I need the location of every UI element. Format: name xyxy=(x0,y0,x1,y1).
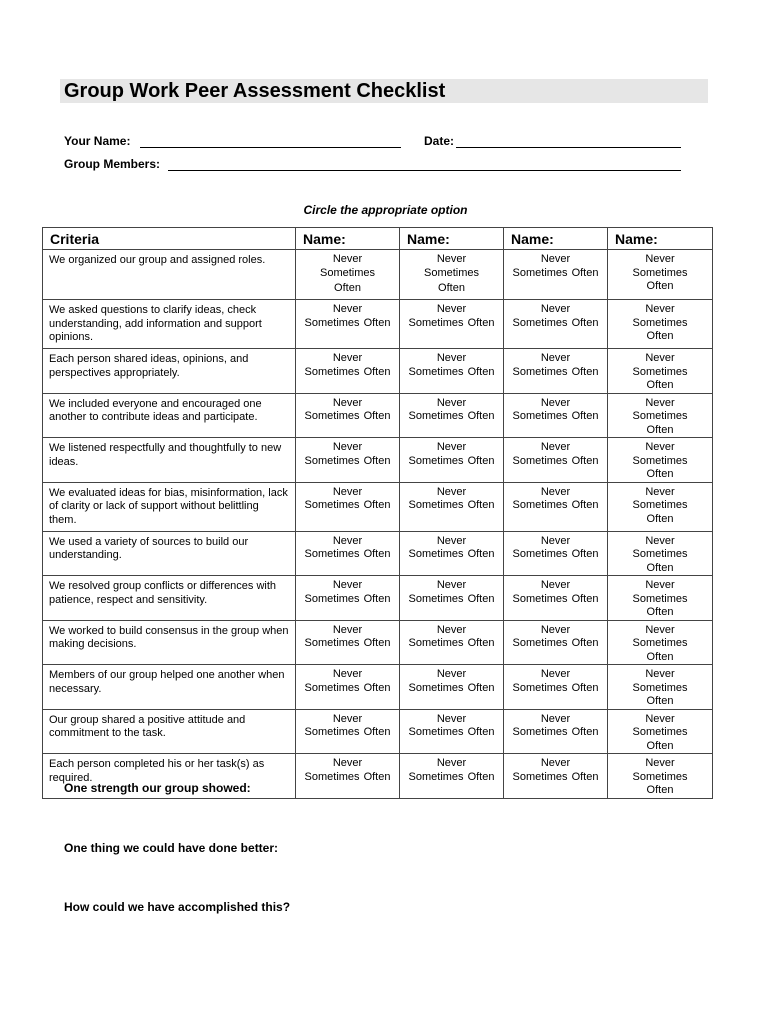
table-row xyxy=(43,250,713,300)
option-often[interactable]: Often xyxy=(646,330,674,342)
rating-cell xyxy=(608,620,713,665)
option-often[interactable]: Often xyxy=(467,637,495,649)
option-sometimes[interactable]: Sometimes xyxy=(304,637,360,649)
rating-cell xyxy=(504,754,608,799)
option-line xyxy=(504,637,607,651)
option-sometimes[interactable]: Sometimes xyxy=(408,316,464,329)
option-never[interactable]: Never xyxy=(540,441,571,453)
option-often[interactable]: Often xyxy=(363,454,391,467)
option-sometimes[interactable]: Sometimes xyxy=(632,365,688,378)
option-line xyxy=(400,455,503,469)
table-row xyxy=(43,531,713,576)
option-line xyxy=(296,637,399,651)
date-field[interactable] xyxy=(456,147,681,148)
option-sometimes[interactable]: Sometimes xyxy=(408,726,464,738)
option-sometimes[interactable]: Sometimes xyxy=(512,637,568,649)
rating-cell xyxy=(296,300,400,349)
rating-cell xyxy=(400,250,504,300)
option-sometimes[interactable]: Sometimes xyxy=(632,454,688,467)
rating-cell xyxy=(296,665,400,710)
option-sometimes[interactable]: Sometimes xyxy=(304,770,360,783)
option-sometimes[interactable]: Sometimes xyxy=(304,548,360,560)
rating-cell xyxy=(296,576,400,621)
option-never[interactable]: Never xyxy=(436,668,467,680)
rating-cell xyxy=(504,393,608,438)
option-often[interactable]: Often xyxy=(363,548,391,560)
rating-cell xyxy=(400,665,504,710)
option-often[interactable]: Often xyxy=(571,316,599,329)
rating-cell xyxy=(608,349,713,394)
option-often[interactable]: Often xyxy=(571,681,599,694)
rating-cell xyxy=(296,438,400,483)
option-never[interactable]: Never xyxy=(332,441,363,453)
option-often[interactable]: Often xyxy=(571,770,599,783)
option-line xyxy=(296,455,399,469)
rating-cell xyxy=(504,438,608,483)
criteria-cell: We worked to build consensus in the group when making decisions. xyxy=(43,620,296,665)
option-line xyxy=(504,593,607,607)
criteria-cell: We evaluated ideas for bias, misinformation, lack of clarity or lack of support without belittling them. xyxy=(43,482,296,531)
option-never[interactable]: Never xyxy=(540,668,571,680)
criteria-cell: We listened respectfully and thoughtfully to new ideas. xyxy=(43,438,296,483)
rating-cell xyxy=(296,250,400,300)
option-never[interactable]: Never xyxy=(332,712,363,725)
rating-cell xyxy=(296,393,400,438)
option-line xyxy=(504,410,607,424)
rating-cell xyxy=(608,665,713,710)
option-line xyxy=(400,771,503,785)
option-line xyxy=(504,366,607,380)
instruction-text: Circle the appropriate option xyxy=(303,203,468,217)
option-often[interactable]: Often xyxy=(363,316,391,329)
rating-cell xyxy=(400,349,504,394)
rating-cell xyxy=(504,300,608,349)
option-sometimes[interactable]: Sometimes xyxy=(632,410,688,422)
option-line xyxy=(296,366,399,380)
option-sometimes[interactable]: Sometimes xyxy=(512,266,568,279)
rating-cell xyxy=(400,576,504,621)
option-sometimes[interactable]: Sometimes xyxy=(512,592,568,605)
option-line xyxy=(504,771,607,785)
option-never[interactable]: Never xyxy=(332,757,363,769)
group-members-label: Group Members: xyxy=(64,157,161,171)
option-sometimes[interactable]: Sometimes xyxy=(512,548,568,560)
option-often[interactable]: Often xyxy=(467,499,495,511)
criteria-cell: We organized our group and assigned roles. xyxy=(43,250,296,300)
option-line xyxy=(296,548,399,562)
option-line xyxy=(296,771,399,785)
rating-cell xyxy=(504,709,608,754)
table-row xyxy=(43,665,713,710)
option-sometimes[interactable]: Sometimes xyxy=(632,266,688,279)
option-never[interactable]: Never xyxy=(332,253,363,265)
option-often[interactable]: Often xyxy=(571,454,599,467)
option-line xyxy=(504,548,607,562)
option-line xyxy=(400,410,503,424)
rating-cell xyxy=(608,250,713,300)
option-line xyxy=(504,726,607,740)
option-sometimes[interactable]: Sometimes xyxy=(512,365,568,378)
option-line xyxy=(504,267,607,281)
option-sometimes[interactable]: Sometimes xyxy=(304,365,360,378)
option-never[interactable]: Never xyxy=(645,712,675,725)
option-often[interactable]: Often xyxy=(467,726,495,738)
option-line xyxy=(400,317,503,331)
option-often[interactable]: Often xyxy=(467,410,495,422)
option-often[interactable]: Often xyxy=(571,726,599,738)
option-often[interactable]: Often xyxy=(467,454,495,467)
option-often[interactable]: Often xyxy=(363,499,391,511)
option-often[interactable]: Often xyxy=(467,770,495,783)
option-sometimes[interactable]: Sometimes xyxy=(512,770,568,783)
rating-cell xyxy=(504,349,608,394)
improvement-question: One thing we could have done better: xyxy=(64,841,279,855)
option-often[interactable]: Often xyxy=(646,468,674,480)
option-often[interactable]: Often xyxy=(363,726,391,738)
criteria-cell: We asked questions to clarify ideas, check understanding, add information and support opinions. xyxy=(43,300,296,349)
date-label: Date: xyxy=(424,134,455,148)
option-sometimes[interactable]: Sometimes xyxy=(408,454,464,467)
option-often[interactable]: Often xyxy=(467,365,495,378)
criteria-cell: Each person completed his or her task(s) as required. xyxy=(43,754,296,799)
option-often[interactable]: Often xyxy=(646,423,674,436)
option-never[interactable]: Never xyxy=(436,253,467,265)
option-never[interactable]: Never xyxy=(645,757,675,769)
criteria-cell: We resolved group conflicts or differences with patience, respect and sensitivity. xyxy=(43,576,296,621)
option-often[interactable]: Often xyxy=(467,316,495,329)
option-line xyxy=(296,317,399,331)
option-never[interactable]: Never xyxy=(436,303,467,315)
table-row xyxy=(43,709,713,754)
option-never[interactable]: Never xyxy=(645,352,675,364)
option-sometimes[interactable]: Sometimes xyxy=(632,637,688,649)
option-sometimes[interactable]: Sometimes xyxy=(632,681,688,694)
option-sometimes[interactable]: Sometimes xyxy=(304,454,360,467)
option-often[interactable]: Often xyxy=(363,770,391,783)
option-line xyxy=(504,499,607,513)
table-row xyxy=(43,438,713,483)
option-sometimes[interactable]: Sometimes xyxy=(408,637,464,649)
option-often[interactable]: Often xyxy=(646,784,674,796)
rating-cell xyxy=(504,576,608,621)
option-sometimes[interactable]: Sometimes xyxy=(512,316,568,329)
option-never[interactable]: Never xyxy=(645,485,675,498)
option-line xyxy=(400,548,503,562)
rating-cell xyxy=(400,393,504,438)
option-sometimes[interactable]: Sometimes xyxy=(304,592,360,605)
option-sometimes[interactable]: Sometimes xyxy=(304,316,360,329)
option-often[interactable]: Often xyxy=(571,548,599,560)
option-line xyxy=(296,593,399,607)
table-row xyxy=(43,393,713,438)
table-row xyxy=(43,620,713,665)
option-never[interactable]: Never xyxy=(645,303,675,315)
option-never[interactable]: Never xyxy=(436,441,467,453)
option-never[interactable]: Never xyxy=(540,303,571,315)
title-bar xyxy=(60,79,708,103)
option-line xyxy=(400,637,503,651)
option-never[interactable]: Never xyxy=(540,534,571,547)
option-sometimes[interactable]: Sometimes xyxy=(304,410,360,422)
rating-cell xyxy=(608,438,713,483)
option-often[interactable]: Often xyxy=(571,410,599,422)
rating-cell xyxy=(608,300,713,349)
rating-cell xyxy=(608,709,713,754)
criteria-cell: We included everyone and encouraged one another to contribute ideas and participate. xyxy=(43,393,296,438)
option-never[interactable]: Never xyxy=(332,303,363,315)
option-never[interactable]: Never xyxy=(645,253,675,265)
option-sometimes[interactable]: Sometimes xyxy=(512,410,568,422)
option-sometimes[interactable]: Sometimes xyxy=(512,454,568,467)
option-never[interactable]: Never xyxy=(436,712,467,725)
rating-cell xyxy=(608,754,713,799)
option-sometimes[interactable]: Sometimes xyxy=(408,499,464,511)
option-sometimes[interactable]: Sometimes xyxy=(632,726,688,738)
option-sometimes[interactable]: Sometimes xyxy=(632,548,688,560)
option-never[interactable]: Never xyxy=(436,623,467,636)
rating-cell xyxy=(400,754,504,799)
option-often[interactable]: Often xyxy=(571,499,599,511)
table-row xyxy=(43,300,713,349)
option-never[interactable]: Never xyxy=(645,534,675,547)
column-header-criteria: Criteria xyxy=(43,228,296,250)
option-sometimes[interactable]: Sometimes xyxy=(632,592,688,605)
option-sometimes[interactable]: Sometimes xyxy=(408,592,464,605)
option-line xyxy=(400,593,503,607)
option-often[interactable]: Often xyxy=(334,282,361,294)
option-sometimes[interactable]: Sometimes xyxy=(632,316,688,329)
option-line xyxy=(504,682,607,696)
option-often[interactable]: Often xyxy=(467,548,495,560)
option-line xyxy=(296,499,399,513)
option-never[interactable]: Never xyxy=(332,396,363,409)
option-sometimes[interactable]: Sometimes xyxy=(408,365,464,378)
option-line xyxy=(400,366,503,380)
rating-cell xyxy=(504,620,608,665)
option-never[interactable]: Never xyxy=(540,253,571,265)
option-line xyxy=(296,726,399,740)
option-never[interactable]: Never xyxy=(332,623,363,636)
accomplish-question: How could we have accomplished this? xyxy=(64,900,291,914)
option-never[interactable]: Never xyxy=(332,352,363,364)
option-often[interactable]: Often xyxy=(646,512,674,525)
column-header-name: Name: xyxy=(504,228,608,250)
rating-cell xyxy=(504,665,608,710)
table-header-row xyxy=(43,228,713,250)
assessment-table xyxy=(42,227,713,799)
option-sometimes[interactable]: Sometimes xyxy=(319,266,376,279)
option-never[interactable]: Never xyxy=(436,579,467,591)
option-line xyxy=(400,682,503,696)
rating-cell xyxy=(504,531,608,576)
option-never[interactable]: Never xyxy=(540,757,571,769)
option-never[interactable]: Never xyxy=(540,396,571,409)
option-never[interactable]: Never xyxy=(332,579,363,591)
option-often[interactable]: Often xyxy=(467,592,495,605)
option-sometimes[interactable]: Sometimes xyxy=(304,681,360,694)
rating-cell xyxy=(400,620,504,665)
option-sometimes[interactable]: Sometimes xyxy=(408,681,464,694)
option-sometimes[interactable]: Sometimes xyxy=(408,548,464,560)
option-sometimes[interactable]: Sometimes xyxy=(632,499,688,511)
option-sometimes[interactable]: Sometimes xyxy=(512,499,568,511)
option-line xyxy=(400,726,503,740)
rating-cell xyxy=(296,620,400,665)
rating-cell xyxy=(296,531,400,576)
column-header-name: Name: xyxy=(400,228,504,250)
rating-cell xyxy=(296,482,400,531)
rating-cell xyxy=(608,576,713,621)
option-sometimes[interactable]: Sometimes xyxy=(512,726,568,738)
option-never[interactable]: Never xyxy=(540,623,571,636)
option-never[interactable]: Never xyxy=(332,534,363,547)
option-often[interactable]: Often xyxy=(363,681,391,694)
group-members-field[interactable] xyxy=(168,170,681,171)
option-line xyxy=(504,317,607,331)
option-never[interactable]: Never xyxy=(645,441,675,453)
option-often[interactable]: Often xyxy=(571,266,599,279)
option-often[interactable]: Often xyxy=(467,681,495,694)
option-sometimes[interactable]: Sometimes xyxy=(632,770,688,783)
rating-cell xyxy=(504,250,608,300)
option-never[interactable]: Never xyxy=(645,623,675,636)
option-often[interactable]: Often xyxy=(571,592,599,605)
option-never[interactable]: Never xyxy=(645,668,675,680)
option-never[interactable]: Never xyxy=(436,485,467,498)
table-row xyxy=(43,349,713,394)
criteria-cell: We used a variety of sources to build our understanding. xyxy=(43,531,296,576)
option-never[interactable]: Never xyxy=(540,579,571,591)
option-often[interactable]: Often xyxy=(646,650,674,663)
table-row xyxy=(43,576,713,621)
rating-cell xyxy=(608,531,713,576)
page-title: Group Work Peer Assessment Checklist xyxy=(64,80,446,102)
option-often[interactable]: Often xyxy=(646,606,674,618)
option-often[interactable]: Often xyxy=(363,592,391,605)
option-sometimes[interactable]: Sometimes xyxy=(408,410,464,422)
table-row xyxy=(43,482,713,531)
rating-cell xyxy=(608,482,713,531)
criteria-cell: Our group shared a positive attitude and commitment to the task. xyxy=(43,709,296,754)
option-sometimes[interactable]: Sometimes xyxy=(304,499,360,511)
option-often[interactable]: Often xyxy=(571,637,599,649)
rating-cell xyxy=(504,482,608,531)
rating-cell xyxy=(296,349,400,394)
option-often[interactable]: Often xyxy=(571,365,599,378)
option-never[interactable]: Never xyxy=(540,485,571,498)
option-never[interactable]: Never xyxy=(436,396,467,409)
option-line xyxy=(400,499,503,513)
option-often[interactable]: Often xyxy=(363,410,391,422)
option-often[interactable]: Often xyxy=(646,739,674,752)
rating-cell xyxy=(400,438,504,483)
option-never[interactable]: Never xyxy=(332,668,363,680)
option-never[interactable]: Never xyxy=(540,352,571,364)
option-line xyxy=(296,682,399,696)
rating-cell xyxy=(608,393,713,438)
column-header-name: Name: xyxy=(608,228,713,250)
rating-cell xyxy=(400,300,504,349)
rating-cell xyxy=(400,709,504,754)
option-sometimes[interactable]: Sometimes xyxy=(512,681,568,694)
option-never[interactable]: Never xyxy=(436,352,467,364)
option-sometimes[interactable]: Sometimes xyxy=(304,726,360,738)
option-never[interactable]: Never xyxy=(540,712,571,725)
option-never[interactable]: Never xyxy=(436,757,467,769)
option-often[interactable]: Often xyxy=(646,695,674,707)
column-header-name: Name: xyxy=(296,228,400,250)
rating-cell xyxy=(400,531,504,576)
rating-cell xyxy=(400,482,504,531)
option-often[interactable]: Often xyxy=(438,282,465,294)
option-never[interactable]: Never xyxy=(436,534,467,547)
rating-cell xyxy=(296,709,400,754)
option-often[interactable]: Often xyxy=(363,637,391,649)
option-line xyxy=(296,410,399,424)
option-never[interactable]: Never xyxy=(645,396,675,409)
option-never[interactable]: Never xyxy=(645,579,675,591)
strength-question: One strength our group showed: xyxy=(64,781,251,795)
option-never[interactable]: Never xyxy=(332,485,363,498)
option-often[interactable]: Often xyxy=(646,561,674,574)
your-name-label: Your Name: xyxy=(64,134,131,148)
option-often[interactable]: Often xyxy=(363,365,391,378)
rating-cell xyxy=(296,754,400,799)
your-name-field[interactable] xyxy=(140,147,401,148)
option-sometimes[interactable]: Sometimes xyxy=(408,770,464,783)
option-sometimes[interactable]: Sometimes xyxy=(423,266,480,279)
criteria-cell: Each person shared ideas, opinions, and perspectives appropriately. xyxy=(43,349,296,394)
option-often[interactable]: Often xyxy=(646,280,674,292)
option-often[interactable]: Often xyxy=(646,379,674,391)
option-line xyxy=(504,455,607,469)
criteria-cell: Members of our group helped one another when necessary. xyxy=(43,665,296,710)
